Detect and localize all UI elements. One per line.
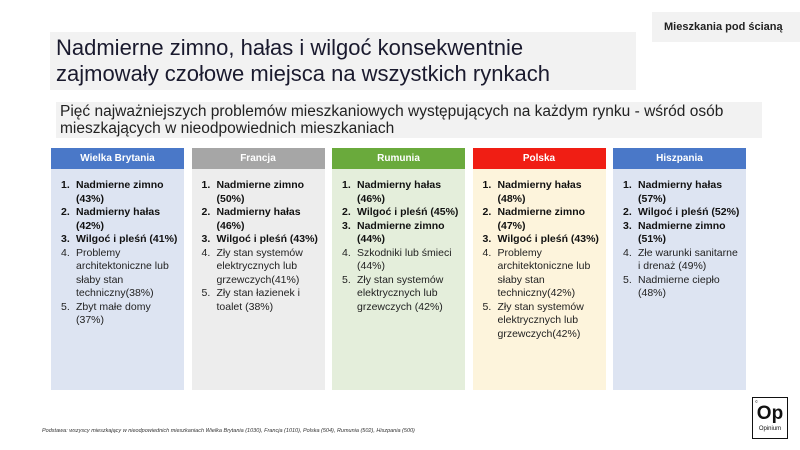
problem-rank: 5.	[61, 300, 70, 313]
problem-text: Nadmierne zimno (47%)	[497, 206, 586, 232]
problem-item	[483, 247, 600, 301]
title-line-2: zajmowały czołowe miejsca na wszystkich rynkach	[56, 61, 550, 86]
problem-rank: 2.	[61, 206, 70, 218]
problem-item	[342, 220, 459, 247]
problem-item	[342, 206, 459, 220]
market-body	[192, 169, 325, 390]
problem-list	[202, 179, 319, 314]
market-columns	[51, 148, 746, 390]
slide-title	[50, 32, 636, 90]
problem-list	[61, 179, 178, 328]
problem-rank: 4.	[342, 246, 351, 259]
problem-rank: 2.	[201, 206, 211, 218]
problem-item	[623, 220, 740, 247]
market-header: Francja	[192, 148, 325, 169]
problem-item	[202, 233, 319, 247]
problem-text: Nadmierny hałas (48%)	[497, 179, 582, 205]
problem-rank: 5.	[623, 273, 632, 286]
section-tag: Mieszkania pod ścianą	[652, 12, 800, 42]
problem-text: Wilgoć i pleśń (41%)	[76, 233, 178, 245]
logo-name: Opinium	[758, 426, 782, 432]
problem-text: Wilgoć i pleśń (45%)	[357, 206, 459, 218]
problem-rank: 2.	[342, 206, 351, 218]
problem-rank: 5.	[482, 300, 492, 313]
problem-item	[483, 179, 600, 206]
problem-item	[61, 301, 178, 328]
problem-text: Zły stan systemów elektrycznych lub grzewczych(42%)	[497, 300, 584, 340]
problem-item	[342, 247, 459, 274]
problem-item	[61, 247, 178, 301]
problem-rank: 3.	[623, 219, 632, 232]
problem-item	[623, 274, 740, 301]
market-header: Hiszpania	[613, 148, 746, 169]
problem-text: Problemy architektoniczne lub słaby stan techniczny(38%)	[76, 246, 169, 299]
opinium-logo	[752, 397, 788, 439]
problem-item	[623, 179, 740, 206]
problem-rank: 1.	[342, 179, 351, 191]
market-column	[192, 148, 325, 390]
problem-item	[483, 206, 600, 233]
problem-item	[483, 301, 600, 342]
subtitle-line-2: mieszkających w nieodpowiednich mieszkaniach	[60, 120, 395, 137]
problem-rank: 4.	[61, 246, 70, 259]
problem-item	[623, 247, 740, 274]
problem-rank: 4.	[623, 246, 632, 259]
problem-text: Nadmierne ciepło (48%)	[638, 273, 720, 299]
market-body	[332, 169, 465, 390]
problem-text: Wilgoć i pleśń (43%)	[497, 233, 599, 245]
problem-item	[61, 206, 178, 233]
problem-item	[342, 179, 459, 206]
problem-rank: 3.	[201, 233, 211, 245]
problem-item	[623, 206, 740, 220]
market-column	[332, 148, 465, 390]
market-header: Rumunia	[332, 148, 465, 169]
problem-text: Nadmierne zimno (43%)	[76, 179, 164, 205]
problem-rank: 1.	[482, 179, 492, 191]
market-header: Polska	[473, 148, 606, 169]
problem-item	[61, 179, 178, 206]
problem-text: Zły stan łazienek i toalet (38%)	[216, 287, 300, 313]
footnote: Podstawa: wszyscy mieszkający w nieodpowiednich mieszkaniach Wielka Brytania (1030), Francja (1010), Polska (504), Rumunia (502), Hiszpania (500)	[42, 428, 415, 434]
problem-item	[202, 247, 319, 288]
problem-item	[483, 233, 600, 247]
problem-rank: 4.	[201, 246, 211, 259]
problem-list	[483, 179, 600, 341]
logo-copyright: ©	[755, 399, 758, 404]
problem-rank: 3.	[61, 233, 70, 245]
problem-rank: 5.	[201, 287, 211, 299]
problem-item	[202, 287, 319, 314]
problem-text: Nadmierne zimno (44%)	[357, 219, 445, 245]
market-column	[613, 148, 746, 390]
problem-text: Zły stan systemów elektrycznych lub grzewczych (42%)	[357, 273, 444, 313]
problem-rank: 3.	[482, 233, 492, 245]
problem-text: Problemy architektoniczne lub słaby stan techniczny(42%)	[497, 246, 591, 299]
slide-subtitle	[56, 102, 762, 138]
problem-item	[202, 179, 319, 206]
problem-list	[623, 179, 740, 301]
problem-text: Nadmierny hałas (57%)	[638, 179, 723, 205]
problem-rank: 1.	[61, 179, 70, 191]
problem-text: Zbyt małe domy (37%)	[76, 300, 151, 326]
title-line-1: Nadmierne zimno, hałas i wilgoć konsekwentnie	[56, 35, 524, 60]
problem-item	[61, 233, 178, 247]
problem-text: Nadmierny hałas (46%)	[357, 179, 442, 205]
market-body	[473, 169, 606, 390]
problem-text: Wilgoć i pleśń (52%)	[638, 206, 740, 218]
problem-text: Nadmierne zimno (51%)	[638, 219, 726, 245]
market-header: Wielka Brytania	[51, 148, 184, 169]
problem-rank: 1.	[201, 179, 211, 191]
problem-item	[342, 274, 459, 315]
problem-rank: 3.	[342, 219, 351, 232]
market-column	[51, 148, 184, 390]
problem-rank: 4.	[482, 246, 492, 259]
problem-text: Nadmierny hałas (46%)	[216, 206, 301, 232]
problem-text: Złe warunki sanitarne i drenaż (49%)	[638, 246, 738, 272]
problem-list	[342, 179, 459, 314]
problem-text: Nadmierne zimno (50%)	[216, 179, 305, 205]
problem-text: Szkodniki lub śmieci (44%)	[357, 246, 452, 272]
subtitle-line-1: Pięć najważniejszych problemów mieszkaniowych występujących na każdym rynku - wśród osób	[60, 103, 724, 120]
problem-text: Zły stan systemów elektrycznych lub grzewczych(41%)	[216, 246, 303, 286]
problem-rank: 1.	[623, 179, 632, 191]
problem-item	[202, 206, 319, 233]
market-body	[51, 169, 184, 390]
problem-rank: 2.	[623, 206, 632, 218]
market-body	[613, 169, 746, 390]
problem-rank: 2.	[482, 206, 492, 218]
problem-text: Nadmierny hałas (42%)	[76, 206, 161, 232]
logo-mark: Op	[756, 403, 784, 424]
market-column	[473, 148, 606, 390]
problem-rank: 5.	[342, 273, 351, 286]
problem-text: Wilgoć i pleśń (43%)	[216, 233, 318, 245]
